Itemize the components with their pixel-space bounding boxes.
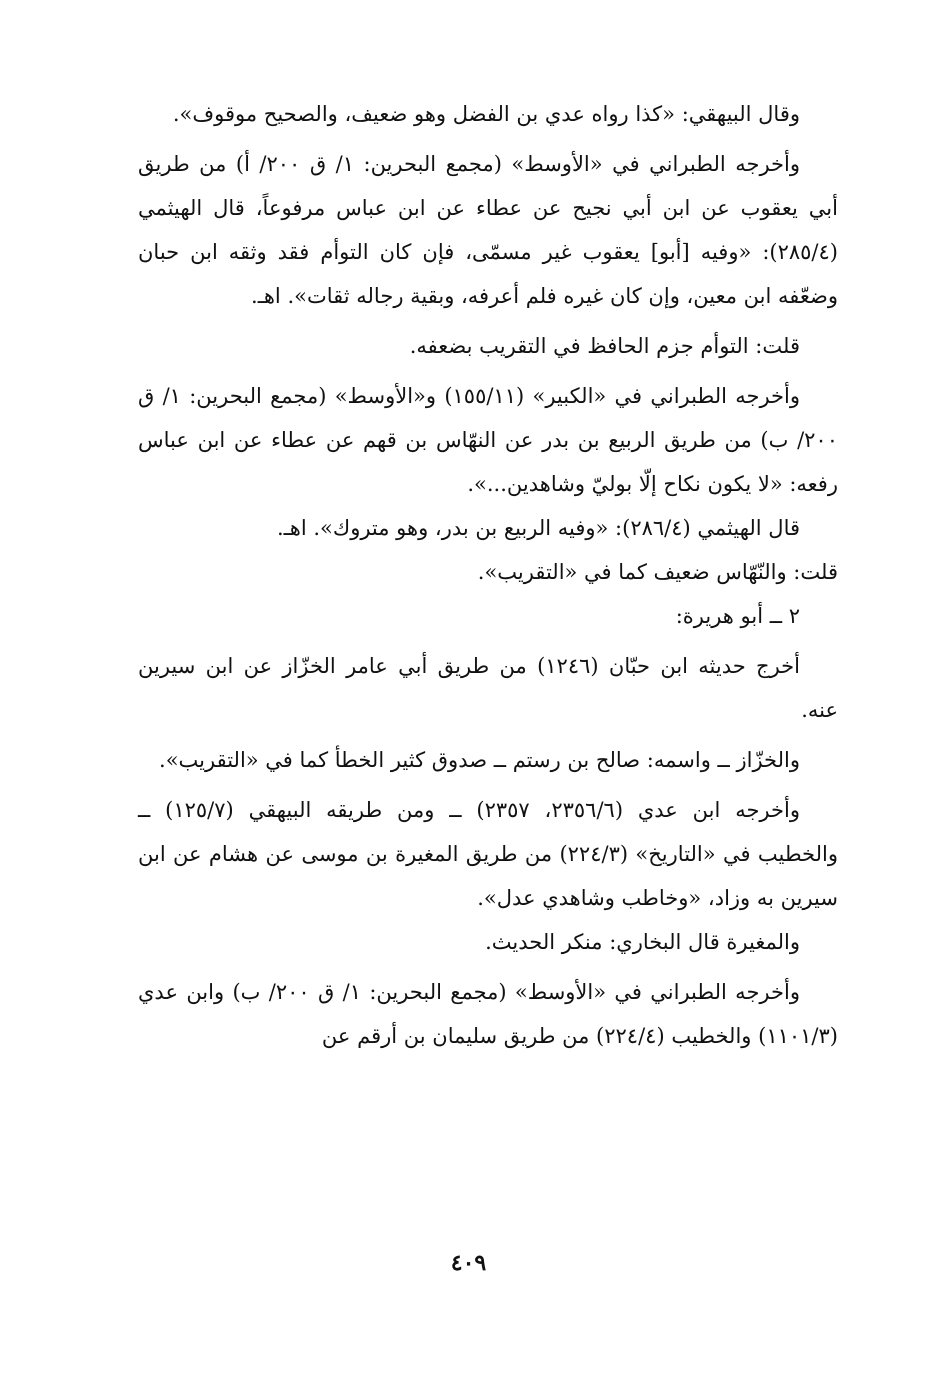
- document-page: [138, 92, 838, 1292]
- paragraph-7: أخرج حديثه ابن حبّان (١٢٤٦) من طريق أبي عامر الخزّاز عن ابن سيرين عنه.: [138, 654, 838, 722]
- section-heading: ٢ ــ أبو هريرة:: [675, 604, 800, 628]
- paragraph-5: قال الهيثمي (٢٨٦/٤): «وفيه الربيع بن بدر، وهو متروك». اهـ.: [276, 516, 800, 540]
- paragraph-11: وأخرجه الطبراني في «الأوسط» (مجمع البحرين: ١/ ق ٢٠٠/ ب) وابن عدي (١١٠١/٣) والخطيب (٢٢٤/٤) من طريق سليمان بن أرقم عن: [138, 980, 838, 1048]
- paragraph-6: قلت: والنّهّاس ضعيف كما في «التقريب».: [477, 560, 838, 584]
- paragraph-2: وأخرجه الطبراني في «الأوسط» (مجمع البحرين: ١/ ق ٢٠٠/ أ) من طريق أبي يعقوب عن ابن أبي نجيح عن عطاء عن ابن عباس مرفوعاً، قال الهيثمي (٢٨٥/٤): «وفيه [أبو] يعقوب غير مسمّى، فإن كان التوأم فقد وثقه ابن حبان وضعّفه ابن معين، وإن كان غيره فلم أعرفه، وبقية رجاله ثقات». اهـ.: [138, 152, 838, 308]
- paragraph-3: قلت: التوأم جزم الحافظ في التقريب بضعفه.: [409, 334, 800, 358]
- paragraph-4: وأخرجه الطبراني في «الكبير» (١٥٥/١١) و«الأوسط» (مجمع البحرين: ١/ ق ٢٠٠/ ب) من طريق الربيع بن بدر عن النهّاس بن قهم عن عطاء عن ابن عباس رفعه: «لا يكون نكاح إلّا بوليّ وشاهدين...».: [138, 384, 838, 496]
- paragraph-8: والخزّاز ــ واسمه: صالح بن رستم ــ صدوق كثير الخطأ كما في «التقريب».: [159, 748, 800, 772]
- paragraph-9: وأخرجه ابن عدي (٢٣٥٦/٦، ٢٣٥٧) ــ ومن طريقه البيهقي (١٢٥/٧) ــ والخطيب في «التاريخ» (٢٢٤/٣) من طريق المغيرة بن موسى عن هشام عن ابن سيرين به وزاد، «وخاطب وشاهدي عدل».: [138, 798, 838, 910]
- paragraph-10: والمغيرة قال البخاري: منكر الحديث.: [485, 930, 800, 954]
- page-number: ٤٠٩: [450, 1250, 487, 1276]
- paragraph-1: وقال البيهقي: «كذا رواه عدي بن الفضل وهو ضعيف، والصحيح موقوف».: [172, 102, 800, 126]
